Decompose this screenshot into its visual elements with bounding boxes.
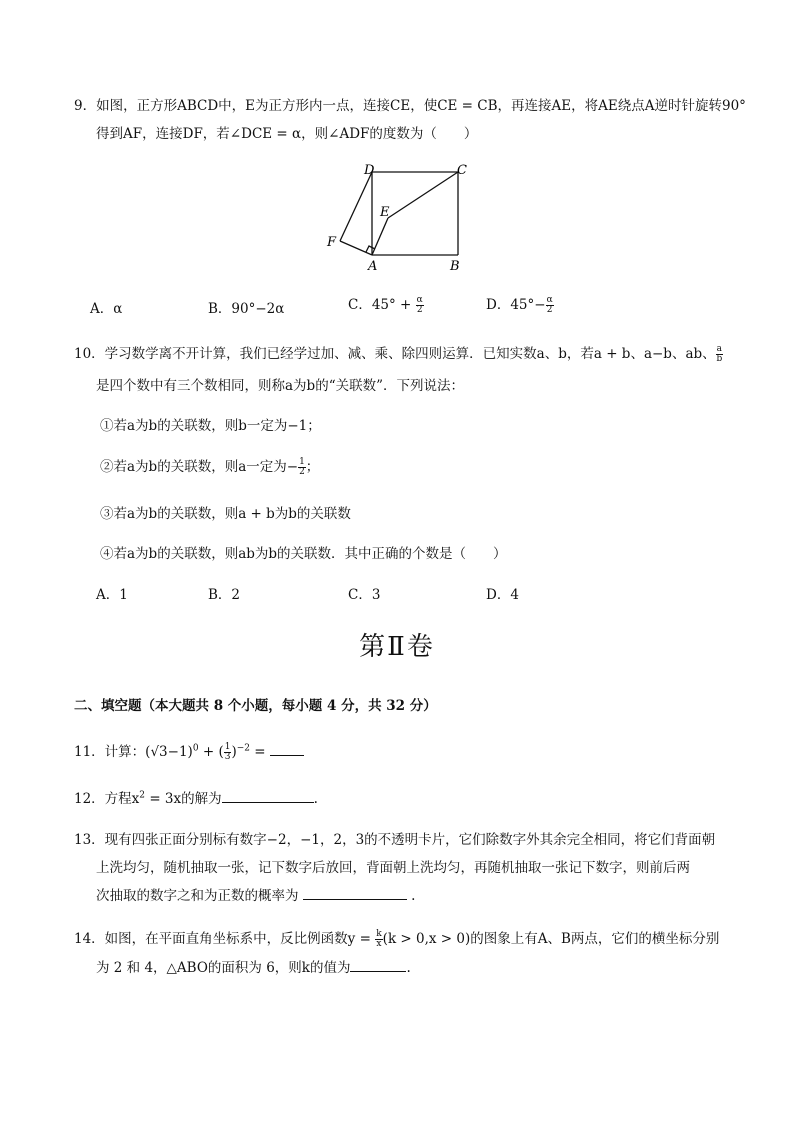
q9-option-b: B．90°−2α <box>208 301 285 317</box>
q11-line: 11．计算：$(√3-1)^0$ + ( $\frac{1}{3}$ )$^{-2}$ = <box>74 740 304 762</box>
label-c: C <box>457 163 467 178</box>
q14-line1: 14．如图，在平面直角坐标系中，反比例函数y = $\frac{k}{x}$ (k > 0,x > 0)的图象上有A、B两点，它们的横坐标分别 <box>74 929 720 949</box>
label-e: E <box>380 205 390 220</box>
q9-line2: 得到AF，连接DF，若∠DCE = α，则∠ADF的度数为（ ） <box>96 126 478 142</box>
q10-line2: 是四个数中有三个数相同，则称a为b的“关联数”．下列说法： <box>96 378 464 394</box>
segment-df <box>340 172 372 241</box>
q10-option-a: A．1 <box>96 587 128 603</box>
q10-statement-1: ①若a为b的关联数，则b一定为−1； <box>100 418 321 434</box>
q12-answer-blank[interactable] <box>222 788 314 803</box>
q9-option-d: D．45°− $\frac{\alpha}{2}$ <box>486 295 553 315</box>
segment-ae <box>372 218 388 255</box>
q10-statement-2: ②若a为b的关联数，则a一定为− $\frac{1}{2}$ ； <box>100 457 320 477</box>
label-a: A <box>368 259 378 274</box>
q10-statement-4: ④若a为b的关联数，则ab为b的关联数．其中正确的个数是（ ） <box>100 546 507 562</box>
section2-heading: 二、填空题（本大题共 8 个小题，每小题 4 分，共 32 分） <box>74 698 437 714</box>
q13-line3: 次抽取的数字之和为正数的概率为 . <box>96 884 415 904</box>
q13-answer-blank[interactable] <box>303 885 407 900</box>
q10-option-c: C．3 <box>348 587 381 603</box>
volume-title: 第Ⅱ卷 <box>359 632 435 662</box>
q10-option-b: B．2 <box>208 587 241 603</box>
q11-answer-blank[interactable] <box>270 741 304 756</box>
q10-statement-3: ③若a为b的关联数，则a + b为b的关联数 <box>100 506 351 522</box>
q9-figure <box>320 158 480 276</box>
q13-line2: 上洗均匀，随机抽取一张，记下数字后放回，背面朝上洗均匀，再随机抽取一张记下数字，则前后两 <box>96 860 690 876</box>
q13-line1: 13．现有四张正面分别标有数字−2，−1，2，3的不透明卡片，它们除数字外其余完全相同，将它们背面朝 <box>74 832 716 848</box>
q12-line: 12．方程$x^2 = 3x$的解为 . <box>74 787 318 807</box>
q9-option-a: A．α <box>90 301 123 317</box>
label-d: D <box>364 163 375 178</box>
q10-line1: 10．学习数学离不开计算，我们已经学过加、减、乘、除四则运算．已知实数a、b，若a + b、a−b、ab、 $\frac{a}{b}$ <box>74 344 723 364</box>
q9-option-c: C．45° + $\frac{\alpha}{2}$ <box>348 295 423 315</box>
label-f: F <box>327 235 337 250</box>
label-b: B <box>450 259 460 274</box>
segment-af <box>340 241 372 255</box>
q14-line2: 为 2 和 4，△ABO的面积为 6，则k的值为 . <box>96 956 411 976</box>
q14-answer-blank[interactable] <box>350 957 406 972</box>
segment-ce <box>388 172 458 218</box>
q10-option-d: D．4 <box>486 587 519 603</box>
q9-line1: 9．如图，正方形ABCD中，E为正方形内一点，连接CE，使CE = CB，再连接AE，将AE绕点A逆时针旋转90° <box>74 98 746 114</box>
